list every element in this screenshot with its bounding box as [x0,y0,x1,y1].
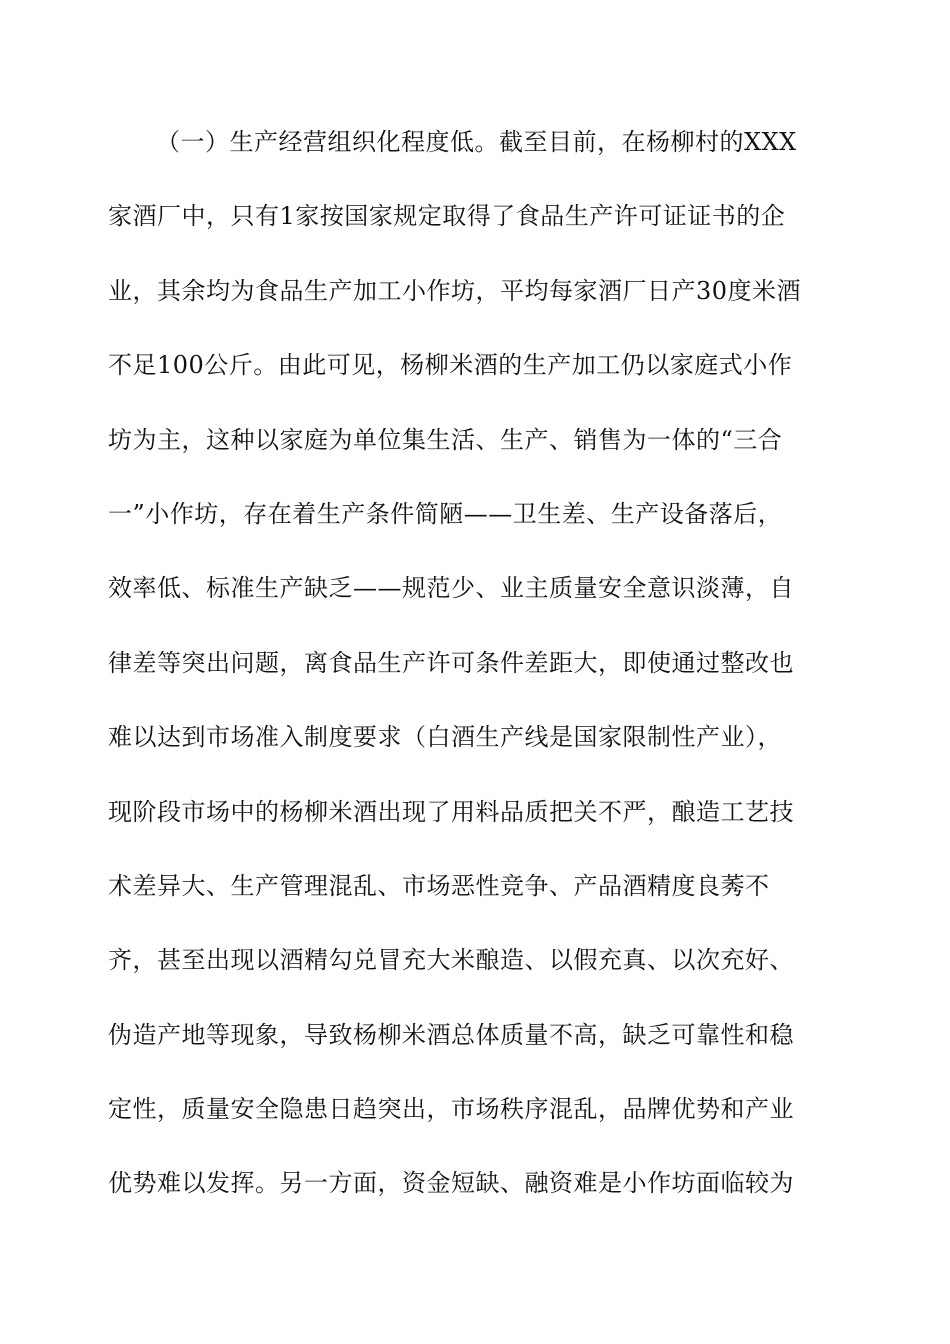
paragraph-line: 难以达到市场准入制度要求（白酒生产线是国家限制性产业）， [108,723,782,752]
paragraph-line: 坊为主，这种以家庭为单位集生活、生产、销售为一体的“三合 [108,425,783,454]
paragraph-line: 一”小作坊，存在着生产条件简陋——卫生差、生产设备落后， [108,499,783,528]
paragraph-line: 现阶段市场中的杨柳米酒出现了用料品质把关不严，酿造工艺技 [108,797,794,826]
paragraph-line: 齐，甚至出现以酒精勾兑冒充大米酿造、以假充真、以次充好、 [108,946,794,975]
paragraph-line: 术差异大、生产管理混乱、市场恶性竞争、产品酒精度良莠不 [108,871,770,900]
body-paragraph [108,118,848,1234]
paragraph-line: 效率低、标准生产缺乏——规范少、业主质量安全意识淡薄，自 [108,574,794,603]
paragraph-line: 律差等突出问题，离食品生产许可条件差距大，即使通过整改也 [108,648,794,677]
paragraph-line: 定性，质量安全隐患日趋突出，市场秩序混乱，品牌优势和产业 [108,1095,794,1124]
paragraph-line: 优势难以发挥。另一方面，资金短缺、融资难是小作坊面临较为 [108,1169,794,1198]
paragraph-line: 家酒厂中，只有1家按国家规定取得了食品生产许可证证书的企 [108,202,786,231]
paragraph-line: （一）生产经营组织化程度低。截至目前，在杨柳村的XXX [156,128,797,156]
paragraph-line: 不足100公斤。由此可见，杨柳米酒的生产加工仍以家庭式小作 [108,351,793,380]
paragraph-line: 伪造产地等现象，导致杨柳米酒总体质量不高，缺乏可靠性和稳 [108,1020,794,1049]
paragraph-line: 业，其余均为食品生产加工小作坊，平均每家酒厂日产30度米酒 [108,276,802,305]
